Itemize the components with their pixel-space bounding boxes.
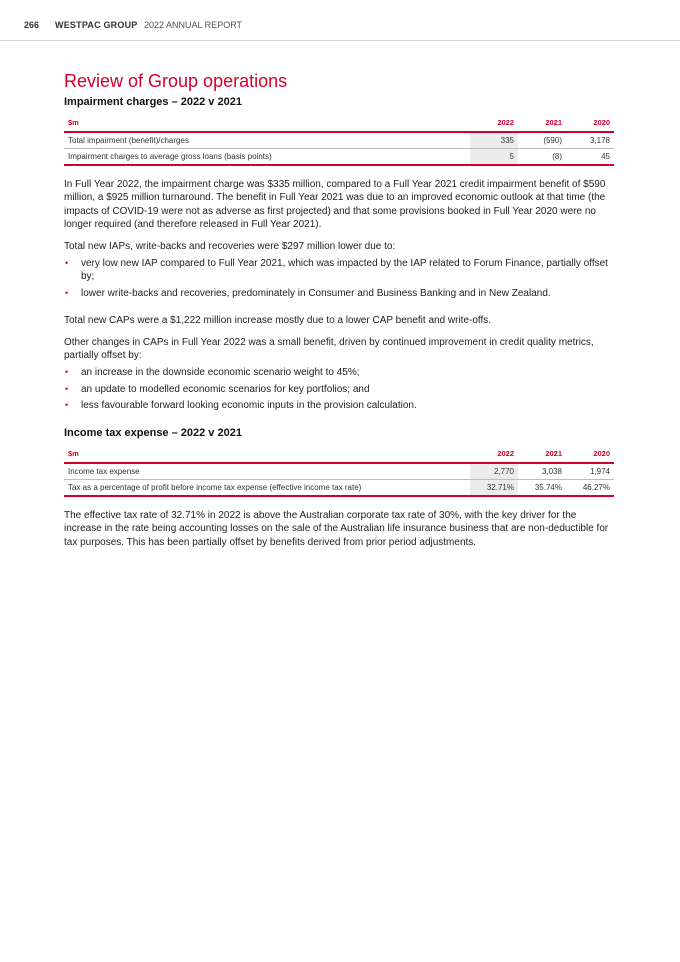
cell-2022: 32.71% [470,479,518,496]
page-content [64,70,614,549]
table-header-row [64,116,614,132]
row-label: Income tax expense [64,463,470,480]
col-header-2022: 2022 [470,116,518,132]
running-header [24,20,242,30]
page-title: Review of Group operations [64,71,288,91]
cell-2021: (590) [518,132,566,149]
tax-table [64,447,614,497]
list-item [64,383,614,396]
table-row [64,463,614,480]
list-item [64,366,614,379]
cell-2022: 5 [470,149,518,166]
cell-2020: 3,178 [566,132,614,149]
list-item [64,399,614,412]
col-header-2021: 2021 [518,447,566,463]
row-label: Impairment charges to average gross loans (basis points) [64,149,470,166]
col-header-2020: 2020 [566,116,614,132]
list-item [64,257,614,284]
impairment-table [64,116,614,166]
table-row [64,149,614,166]
cell-2022: 335 [470,132,518,149]
table-header-row [64,447,614,463]
list-item-text: an increase in the downside economic scenario weight to 45%; [81,367,360,379]
list-item [64,287,614,300]
list-item-text: less favourable forward looking economic inputs in the provision calculation. [81,400,417,412]
bullet-icon: • [65,367,69,378]
list-item-text: an update to modelled economic scenarios for key portfolios; and [81,383,370,395]
list-item-text: very low new IAP compared to Full Year 2021, which was impacted by the IAP related to Forum Finance, partially offset by; [81,258,608,283]
report-name: 2022 ANNUAL REPORT [143,20,243,30]
bullet-icon: • [65,258,69,269]
list-item-text: lower write-backs and recoveries, predominately in Consumer and Business Banking and in New Zealand. [81,287,551,299]
impairment-paragraph-3: Total new CAPs were a $1,222 million increase mostly due to a lower CAP benefit and write-offs. [64,315,492,327]
impairment-paragraph-2: Total new IAPs, write-backs and recoveries were $297 million lower due to: [64,240,396,252]
cell-2021: 3,038 [518,463,566,480]
tax-paragraph-1: The effective tax rate of 32.71% in 2022 is above the Australian corporate tax rate of 30%, with the key driver for the increase in the rate being accounting losses on the sale of the Australian life insurance business that are non-deductible for tax purposes. This has been partially offset by benefits derived from prior period adjustments. [64,509,609,548]
page-number: 266 [24,20,40,30]
col-header-unit: $m [64,447,470,463]
impairment-heading: Impairment charges – 2022 v 2021 [64,96,242,108]
cell-2022: 2,770 [470,463,518,480]
row-label: Tax as a percentage of profit before income tax expense (effective income tax rate) [64,479,470,496]
impairment-paragraph-4: Other changes in CAPs in Full Year 2022 was a small benefit, driven by continued improvement in credit quality metrics, partially offset by: [64,336,594,362]
table-row [64,479,614,496]
impairment-bullet-list-2 [64,366,614,412]
col-header-2022: 2022 [470,447,518,463]
cell-2021: (8) [518,149,566,166]
bullet-icon: • [65,287,69,298]
col-header-unit: $m [64,116,470,132]
org-name: WESTPAC GROUP [55,20,138,30]
col-header-2021: 2021 [518,116,566,132]
cell-2020: 1,974 [566,463,614,480]
impairment-paragraph-1: In Full Year 2022, the impairment charge was $335 million, compared to a Full Year 2021 credit impairment benefit of $590 million, a $925 million turnaround. The benefit in Full Year 2021 was due to an improved economic outlook at that time (the impacts of COVID-19 were not as adverse as first projected) and that some provisions booked in Full Year 2020 were no longer required (and therefore released in Full Year 2021). [64,179,606,231]
cell-2020: 45 [566,149,614,166]
cell-2020: 46.27% [566,479,614,496]
col-header-2020: 2020 [566,447,614,463]
cell-2021: 35.74% [518,479,566,496]
tax-heading: Income tax expense – 2022 v 2021 [64,426,242,439]
impairment-bullet-list-1 [64,257,614,300]
header-divider [0,40,680,41]
table-row [64,132,614,149]
bullet-icon: • [65,400,69,411]
bullet-icon: • [65,383,69,394]
row-label: Total impairment (benefit)/charges [64,132,470,149]
